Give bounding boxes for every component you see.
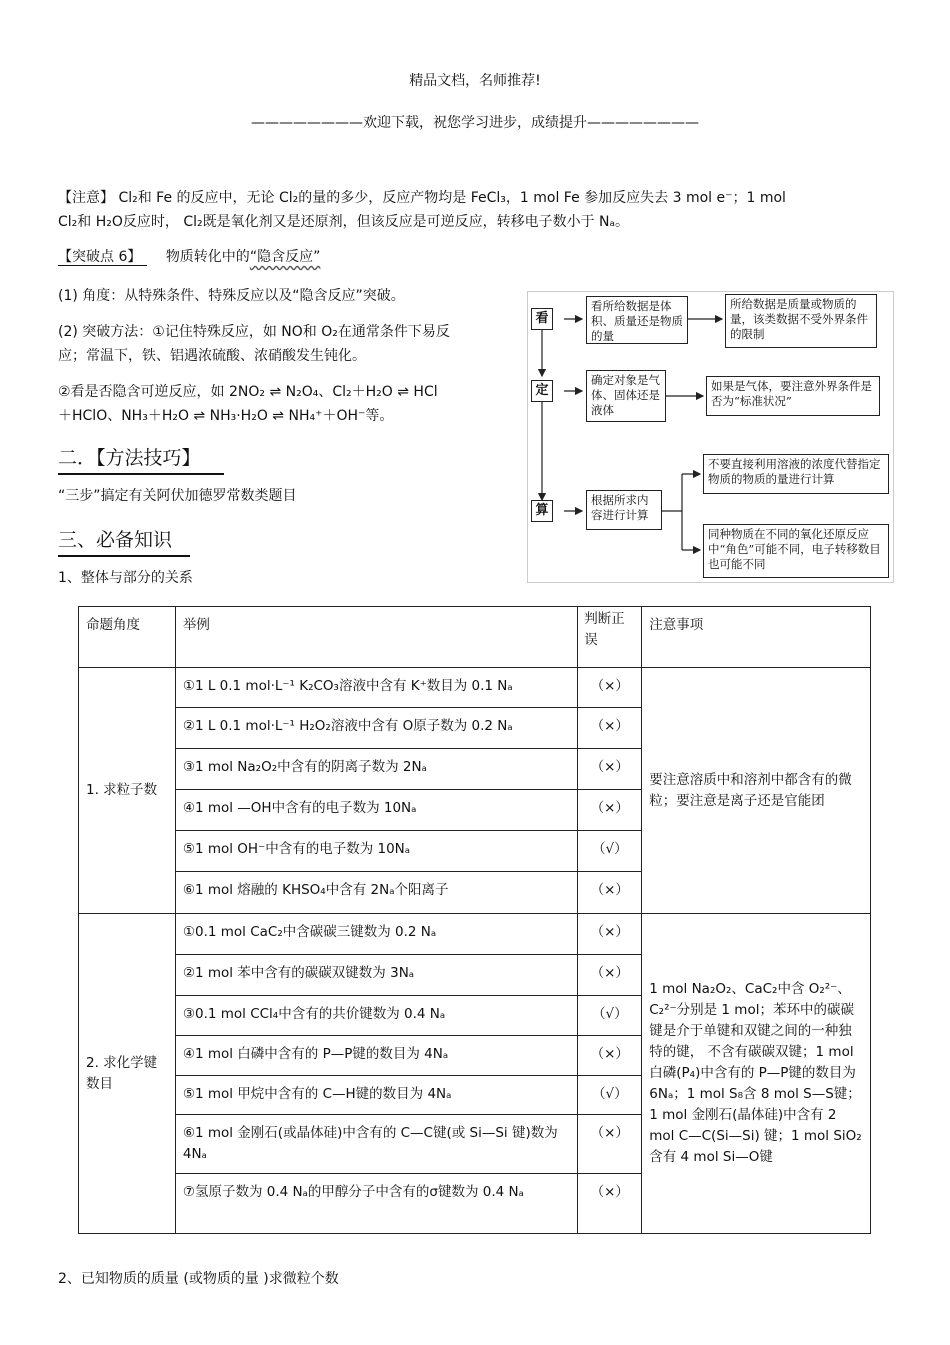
- group-particle-count: [79, 668, 871, 914]
- note-line-2: Cl₂和 H₂O反应时， Cl₂既是氧化剂又是还原剂，但该反应是可逆反应，转移电子数小于 Nₐ。: [58, 214, 630, 230]
- note-line-1: 【注意】 Cl₂和 Fe 的反应中，无论 Cl₂的量的多少，反应产物均是 FeCl₃，1 mol Fe 参加反应失去 3 mol e⁻；1 mol: [58, 190, 786, 206]
- section-2-title: 二．【方法技巧】: [58, 443, 224, 475]
- example-cell: ①0.1 mol CaC₂中含碳碳三键数为 0.2 Nₐ: [175, 914, 577, 955]
- flow-box-look-note: 所给数据是质量或物质的量，该类数据不受外界条件的限制: [725, 294, 877, 348]
- section-3-sub-1: 1、整体与部分的关系: [58, 570, 193, 586]
- judgement-cell: （×）: [578, 790, 642, 831]
- flow-box-calculate: 根据所求内容进行计算: [586, 490, 662, 530]
- judgement-cell: （×）: [578, 914, 642, 955]
- note-paragraph: [58, 186, 893, 234]
- judgement-cell: （×）: [578, 749, 642, 790]
- header-title: 精品文档，名师推荐!: [409, 73, 541, 89]
- point-3-line-1: ②看是否隐含可逆反应，如 2NO₂ ⇌ N₂O₄、Cl₂＋H₂O ⇌ HCl: [58, 384, 438, 400]
- section-3-title: 三、必备知识: [58, 525, 190, 557]
- table-header-row: [79, 607, 871, 668]
- judgement-cell: （×）: [578, 955, 642, 996]
- header-judgement: 判断正误: [578, 607, 642, 668]
- example-cell: ⑥1 mol 金刚石(或晶体硅)中含有的 C—C键(或 Si—Si 键)数为 4Nₐ: [175, 1115, 577, 1174]
- three-step-flowchart: [527, 291, 894, 583]
- flow-box-determine: 确定对象是气体、固体还是液体: [586, 370, 666, 422]
- judgement-cell: （√）: [578, 1076, 642, 1115]
- point-1: (1) 角度：从特殊条件、特殊反应以及“隐含反应”突破。: [58, 288, 405, 304]
- example-cell: ②1 mol 苯中含有的碳碳双键数为 3Nₐ: [175, 955, 577, 996]
- table-row: [79, 914, 871, 955]
- flow-box-calculate-note-2: 同种物质在不同的氧化还原反应中“角色”可能不同，电子转移数目也可能不同: [703, 524, 889, 578]
- judgement-cell: （√）: [578, 996, 642, 1036]
- example-cell: ⑥1 mol 熔融的 KHSO₄中含有 2Nₐ个阳离子: [175, 872, 577, 914]
- notes-cell: 1 mol Na₂O₂、CaC₂中含 O₂²⁻、C₂²⁻分别是 1 mol；苯环中的碳碳键是介于单键和双键之间的一种独特的键， 不含有碳碳双键；1 mol 白磷(P₄)中含有的 P—P键的数目为 6Nₐ；1 mol S₈含 8 mol S—S键；1 mol 金刚石(晶体硅)中含有 2 mol C—C(Si—Si) 键；1 mol SiO₂含有 4 mol Si—O键: [642, 914, 871, 1234]
- angle-cell: 1. 求粒子数: [79, 668, 176, 914]
- header-example: 举例: [175, 607, 577, 668]
- flow-box-calculate-note-1: 不要直接利用溶液的浓度代替指定物质的物质的量进行计算: [703, 454, 889, 494]
- example-cell: ④1 mol 白磷中含有的 P—P键的数目为 4Nₐ: [175, 1036, 577, 1076]
- judgement-cell: （×）: [578, 708, 642, 749]
- example-cell: ⑤1 mol OH⁻中含有的电子数为 10Nₐ: [175, 831, 577, 872]
- group-bond-count: [79, 914, 871, 1234]
- breakthrough-title-wavy: “隐含反应”: [249, 249, 321, 265]
- judgement-cell: （×）: [578, 1174, 642, 1234]
- example-cell: ③1 mol Na₂O₂中含有的阴离子数为 2Nₐ: [175, 749, 577, 790]
- step-look-key: 看: [531, 308, 553, 330]
- flow-box-look: 看所给数据是体积、质量还是物质的量: [586, 296, 688, 344]
- step-determine-key: 定: [531, 380, 553, 402]
- point-3-line-2: ＋HClO、NH₃＋H₂O ⇌ NH₃·H₂O ⇌ NH₄⁺＋OH⁻等。: [58, 408, 394, 424]
- judgement-cell: （√）: [578, 831, 642, 872]
- example-cell: ⑦氢原子数为 0.4 Nₐ的甲醇分子中含有的σ键数为 0.4 Nₐ: [175, 1174, 577, 1234]
- angle-cell: 2. 求化学键数目: [79, 914, 176, 1234]
- judgement-cell: （×）: [578, 668, 642, 708]
- breakthrough-title-prefix: 物质转化中的: [165, 249, 250, 265]
- example-cell: ⑤1 mol 甲烷中含有的 C—H键的数目为 4Nₐ: [175, 1076, 577, 1115]
- header-notes: 注意事项: [642, 607, 871, 668]
- example-cell: ③0.1 mol CCl₄中含有的共价键数为 0.4 Nₐ: [175, 996, 577, 1036]
- flow-box-determine-note: 如果是气体，要注意外界条件是否为“标准状况”: [706, 376, 880, 416]
- example-cell: ④1 mol —OH中含有的电子数为 10Nₐ: [175, 790, 577, 831]
- step-calculate-key: 算: [531, 500, 553, 522]
- judgement-cell: （×）: [578, 1036, 642, 1076]
- section-3-sub-2: 2、已知物质的质量 (或物质的量 )求微粒个数: [58, 1271, 339, 1287]
- point-2: [58, 320, 513, 368]
- example-cell: ②1 L 0.1 mol·L⁻¹ H₂O₂溶液中含有 O原子数为 0.2 Nₐ: [175, 708, 577, 749]
- notes-cell: 要注意溶质中和溶剂中都含有的微粒；要注意是离子还是官能团: [642, 668, 871, 914]
- knowledge-table: [78, 606, 871, 1234]
- breakthrough-label: 【突破点 6】: [58, 249, 147, 266]
- header-subtitle: ————————欢迎下载，祝您学习进步，成绩提升————————: [251, 115, 699, 131]
- example-cell: ①1 L 0.1 mol·L⁻¹ K₂CO₃溶液中含有 K⁺数目为 0.1 Nₐ: [175, 668, 577, 708]
- breakthrough-heading: [58, 246, 320, 266]
- judgement-cell: （×）: [578, 872, 642, 914]
- judgement-cell: （×）: [578, 1115, 642, 1174]
- header-angle: 命题角度: [79, 607, 176, 668]
- table-row: [79, 668, 871, 708]
- point-2-line-2: 应；常温下，铁、铝遇浓硫酸、浓硝酸发生钝化。: [58, 348, 366, 364]
- point-2-line-1: (2) 突破方法：①记住特殊反应，如 NO和 O₂在通常条件下易反: [58, 324, 450, 340]
- point-3: [58, 380, 518, 428]
- section-2-text: “三步”搞定有关阿伏加德罗常数类题目: [58, 488, 297, 504]
